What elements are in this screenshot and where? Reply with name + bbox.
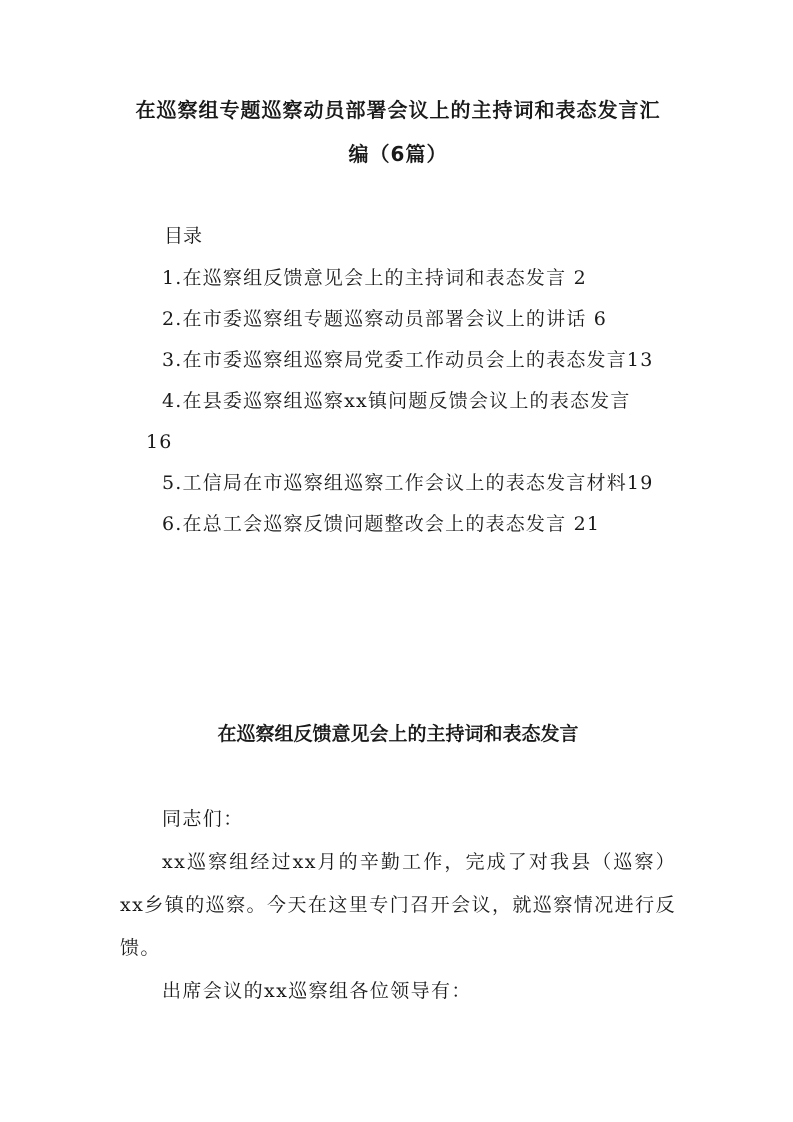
paragraph-intro: xx巡察组经过xx月的辛勤工作，完成了对我县（巡察）xx乡镇的巡察。今天在这里专门召开会议，就巡察情况进行反馈。 [120,851,676,959]
paragraph-attendees: 出席会议的xx巡察组各位领导有： [162,980,472,1002]
toc-item-2[interactable]: 2.在市委巡察组专题巡察动员部署会议上的讲话 6 [162,308,608,330]
section-title: 在巡察组反馈意见会上的主持词和表态发言 [217,723,579,745]
document-title-line-2: 编（6篇） [348,142,448,166]
toc-item-4-page: 16 [146,431,173,453]
toc-item-6[interactable]: 6.在总工会巡察反馈问题整改会上的表态发言 21 [162,513,601,535]
table-of-contents [120,258,676,545]
toc-item-5[interactable]: 5.工信局在市巡察组巡察工作会议上的表态发言材料19 [162,472,654,494]
toc-heading: 目录 [164,225,203,247]
toc-item-4[interactable] [120,381,676,463]
toc-item-1[interactable]: 1.在巡察组反馈意见会上的主持词和表态发言 2 [162,267,587,289]
toc-item-3[interactable]: 3.在市委巡察组巡察局党委工作动员会上的表态发言13 [162,349,654,371]
section-body [120,798,676,1013]
paragraph-salutation: 同志们： [162,808,244,830]
document-title-line-1: 在巡察组专题巡察动员部署会议上的主持词和表态发言汇 [135,98,661,122]
toc-item-4-label: 4.在县委巡察组巡察xx镇问题反馈会议上的表态发言 [162,390,631,412]
